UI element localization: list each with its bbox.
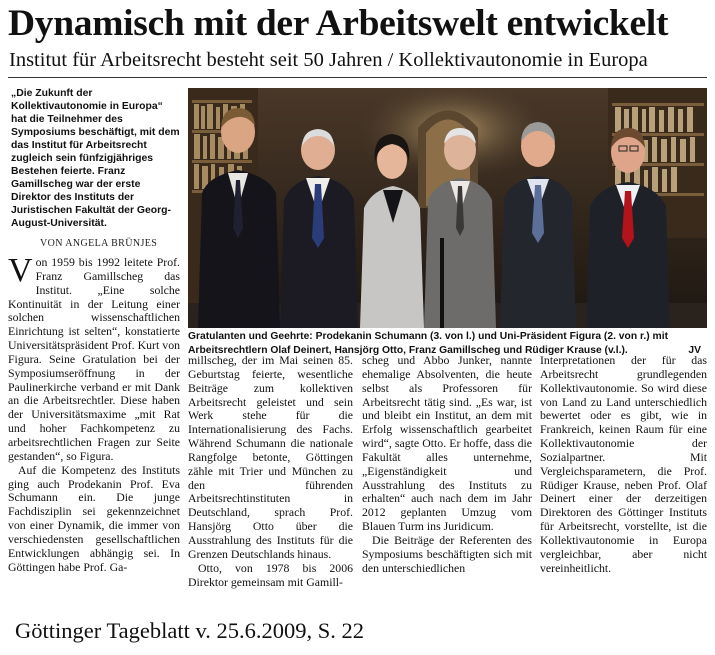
article-column-3: [362, 354, 532, 576]
photo-caption-text: Gratulanten und Geehrte: Prodekanin Schumann (3. von l.) und Uni-Präsident Figura (2. von r.) mit Arbeitsrechtlern Olaf Deinert, Hansjörg Otto, Franz Gamillscheg und Rüdiger Krause (v.l.).: [188, 331, 669, 356]
byline: VON ANGELA BRÜNJES: [40, 238, 158, 249]
article-paragraph: Auf die Kompetenz des Instituts ging auch Prodekanin Prof. Eva Schumann ein. Die junge Fachdisziplin sei gekennzeichnet von einer Dynamik, die immer von verschiedensten gesellschaftlichen Entwicklungen abhängig sei. In Göttingen habe Prof. Ga-: [8, 462, 180, 574]
lead-paragraph: „Die Zukunft der Kollektivautonomie in Europa“ hat die Teilnehmer des Symposiums beschäftigt, mit dem das Institut für Arbeitsrecht zugleich sein fünfzigjähriges Bestehen feierte. Franz Gamillscheg war der erste Direktor des Instituts der Juristischen Fakultät der Georg-August-Universität.: [11, 88, 180, 229]
article-paragraph: Die Beiträge der Referenten des Symposiums beschäftigten sich mit den unterschiedlichen: [362, 532, 532, 575]
article-column-4: [540, 354, 707, 576]
source-citation: Göttinger Tageblatt v. 25.6.2009, S. 22: [15, 618, 365, 643]
photo-credit: JV: [688, 345, 701, 356]
article-column-2: [188, 354, 353, 589]
headline-rule: [8, 77, 707, 78]
article-paragraph: millscheg, der im Mai seinen 85. Geburtstag feierte, wesentliche Beiträge zum kollektiven Arbeitsrecht geleistet und sein Werk stehe für die Internationalisierung des Fachs. Während Schumann die nationale Rangfolge betonte, Göttingen zähle mit Trier und München zu den führenden Arbeitsrechtinstituten in Deutschland, sprach Prof. Hansjörg Otto über die Ausstrahlung des Instituts für die Grenzen Deutschlands hinaus.: [188, 353, 353, 561]
group-photo: [188, 88, 707, 328]
article-paragraph: scheg und Abbo Junker, nannte ehemalige Absolventen, die heute selbst als Professoren für Arbeitsrecht tätig sind. „Es war, ist und bleibt ein Institut, an dem mit Erfolg wissenschaftlich gearbeitet wird“, sagte Otto. Er hoffe, dass die Fakultät alles unternehme, „Eigenständigkeit und Ausstrahlung des Instituts zu erhalten“ auch nach dem im Jahr 2012 geplanten Umzug vom Blauen Turm ins Juridicum.: [362, 353, 532, 534]
article-column-1: [8, 252, 180, 574]
drop-cap: V: [8, 252, 33, 289]
article-paragraph: Von 1959 bis 1992 leitete Prof. Franz Gamillscheg das Institut. „Eine solche Kontinuität in der Leitung einer solchen wissenschaftlichen Einrichtung ist selten“, konstatierte Universitätspräsident Prof. Kurt von Figura. Seine Gratulation bei der Symposiumseröffnung in der Paulinerkirche verband er mit Dank an die Arbeitsrechtler. Diese haben der Universitätsmaxime „mit Rat und hoher Fachkompetenz zu arbeitsrechtlichen Fragen zur Seite gestanden“, so Figura.: [8, 252, 180, 463]
group-photo-illustration: [188, 88, 707, 328]
article-paragraph: Interpretationen der für das Arbeitsrecht grundlegenden Kollektivautonomie. So wird diese von Land zu Land unterschiedlich bewertet oder es gibt, wie in Frankreich, keinen Raum für eine Kollektivautonomie der Sozialpartner. Mit Vergleichsparametern, die Prof. Rüdiger Krause, neben Prof. Olaf Deinert einer der derzeitigen Direktoren des Göttinger Instituts für Arbeitsrecht, vorstellte, ist die Kollektivautonomie in Europa vergleichbar, aber nicht vereinheitlicht.: [540, 353, 707, 575]
article-paragraph: Otto, von 1978 bis 2006 Direktor gemeinsam mit Gamill-: [188, 560, 353, 589]
subheadline: Institut für Arbeitsrecht besteht seit 50 Jahren / Kollektivautonomie in Europa: [9, 49, 648, 71]
headline: Dynamisch mit der Arbeitswelt entwickelt: [8, 3, 669, 44]
